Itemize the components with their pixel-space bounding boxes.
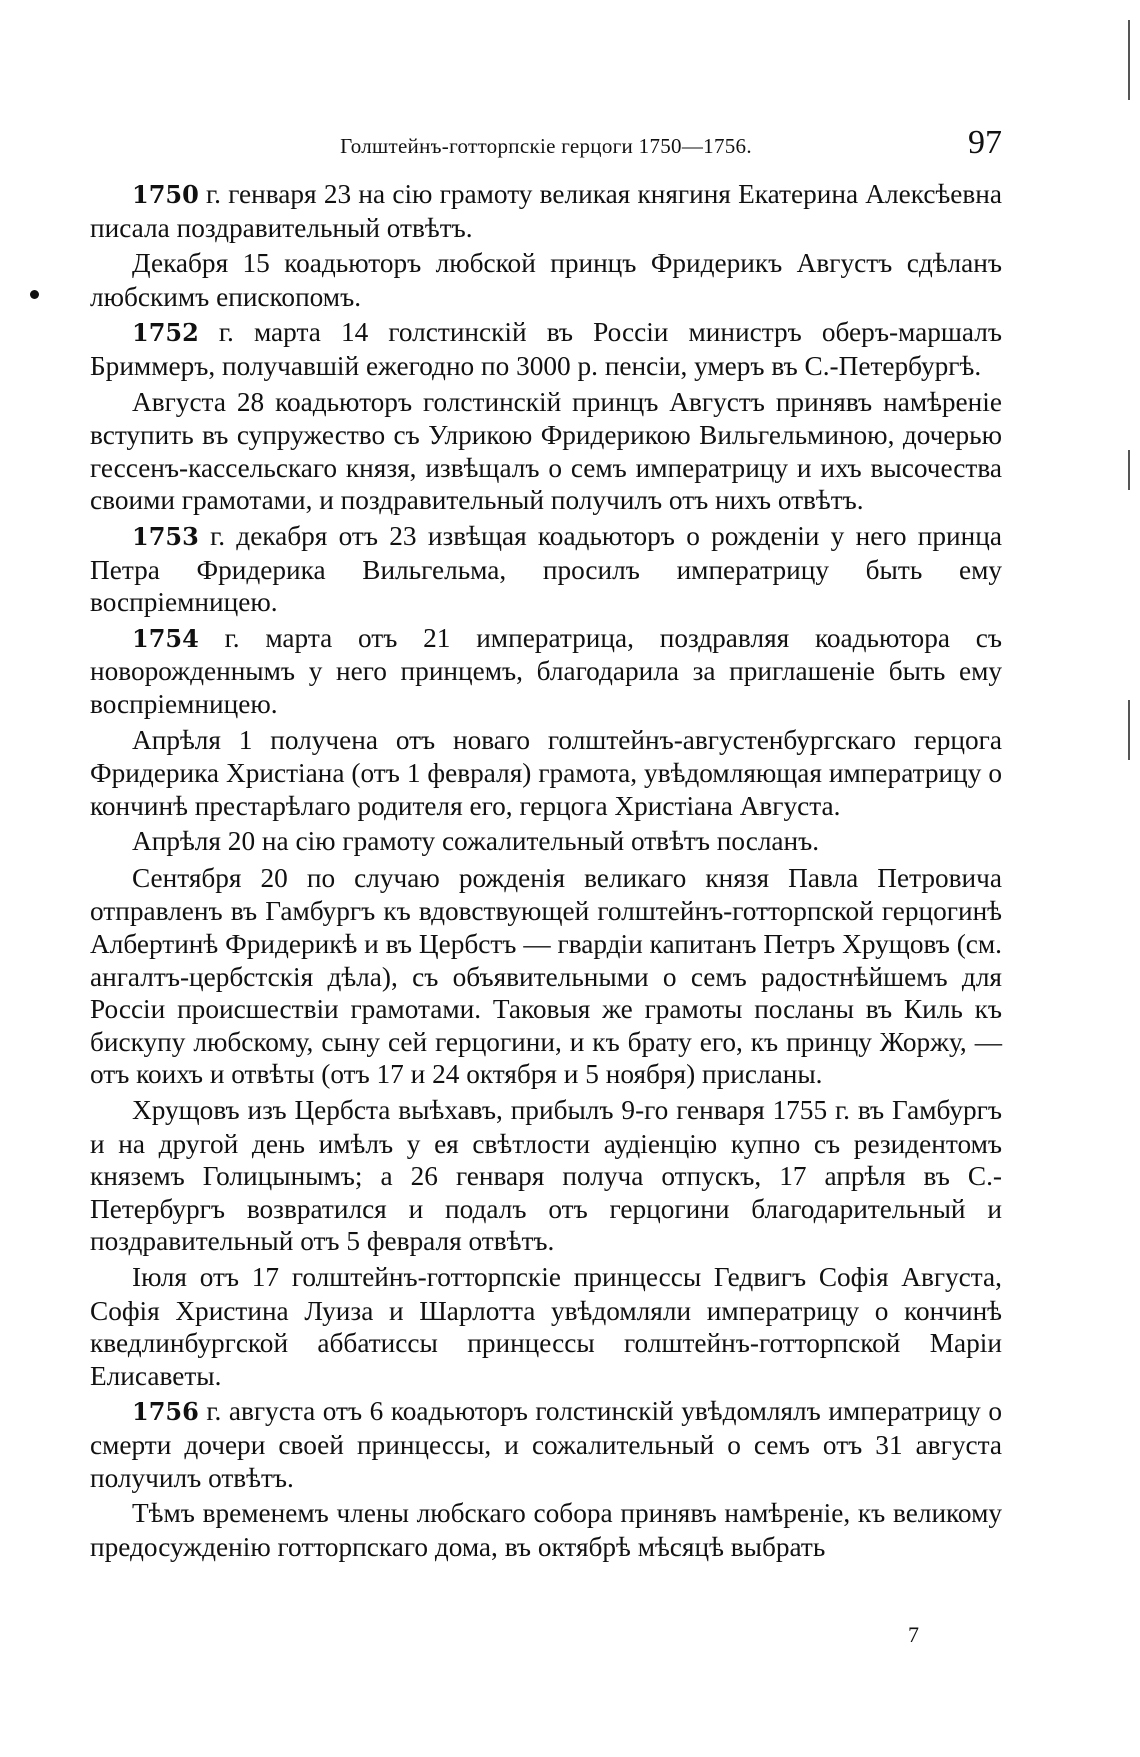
paragraph	[90, 1261, 1002, 1392]
paragraph	[90, 520, 1002, 619]
paragraph-text: Іюля отъ 17 голштейнъ-готторпскіе принцессы Гедвигъ Софія Августа, Софія Христина Луиза и Шарлотта увѣдомляли императрицу о кончинѣ кведлинбургской аббатиссы принцессы голштейнъ-готторпской Маріи Елисаветы.	[90, 1262, 1002, 1391]
running-title: Голштейнъ-готторпскіе герцоги 1750—1756.	[340, 134, 752, 158]
paragraph-text: Августа 28 коадьюторъ голстинскій принцъ Августъ принявъ намѣреніе вступить въ супружество съ Улрикою Фридерикою Вильгельминою, дочерью гессенъ-кассельскаго князя, извѣщалъ о семъ императрицу и ихъ высочества своими грамотами, и поздравительный получилъ отъ нихъ отвѣтъ.	[90, 386, 1002, 516]
paragraph-text: г. августа отъ 6 коадьюторъ голстинскій увѣдомлялъ императрицу о смерти дочери своей принцессы, и сожалительный о семъ отъ 31 августа получилъ отвѣтъ.	[90, 1396, 1002, 1493]
paragraph-text: Сентября 20 по случаю рожденія великаго князя Павла Петровича отправленъ въ Гамбургъ къ вдовствующей голштейнъ-готторпской герцогинѣ Албертинѣ Фридерикѣ и въ Цербстъ — гвардіи капитанъ Петръ Хрущовъ (см. ангалтъ-цербстскія дѣла), съ объявительными о семъ радостнѣйшемъ для Россіи происшествіи грамотами. Таковыя же грамоты посланы въ Киль къ бискупу любскому, сыну сей герцогини, и къ брату его, къ принцу Жоржу, — отъ коихъ и отвѣты (отъ 17 и 24 октября и 5 ноября) присланы.	[90, 862, 1002, 1090]
paragraph	[90, 178, 1002, 244]
paragraph-text: Декабря 15 коадьюторъ любской принцъ Фридерикъ Августъ сдѣланъ любскимъ епископомъ.	[90, 248, 1002, 312]
page-edge-mark	[1128, 700, 1130, 760]
paragraph-text: Тѣмъ временемъ члены любскаго собора принявъ намѣреніе, къ великому предосужденію готторпскаго дома, въ октябрѣ мѣсяцѣ выбрать	[90, 1498, 1002, 1562]
signature-mark: 7	[908, 1622, 919, 1647]
paragraph-year: 1753	[132, 521, 199, 551]
paragraph-text: г. марта 14 голстинскій въ Россіи министръ оберъ-маршалъ Бриммеръ, получавшій ежегодно по 3000 р. пенсіи, умеръ въ С.-Петербургѣ.	[90, 317, 1002, 381]
paragraph	[90, 825, 1002, 859]
margin-ink-dot	[30, 290, 39, 299]
paragraph	[90, 622, 1002, 721]
paragraph	[90, 316, 1002, 382]
paragraph-text: г. декабря отъ 23 извѣщая коадьюторъ о рожденіи у него принца Петра Фридерика Вильгельма, просилъ императрицу быть ему воспріемницею.	[90, 520, 1002, 618]
paragraph-text: г. генваря 23 на сію грамоту великая княгиня Екатерина Алексѣевна писала поздравительный отвѣтъ.	[90, 179, 1002, 243]
paragraph-year: 1756	[132, 1397, 199, 1427]
paragraph	[90, 247, 1002, 313]
paragraph-year: 1752	[132, 318, 199, 348]
paragraph	[90, 862, 1002, 1091]
paragraph-year: 1754	[132, 623, 199, 653]
paragraph	[90, 724, 1002, 823]
page-number: 97	[968, 124, 1002, 161]
paragraph-text: Апрѣля 1 получена отъ новаго голштейнъ-августенбургскаго герцога Фридерика Христіана (отъ 1 февраля) грамота, увѣдомляющая императрицу о кончинѣ престарѣлаго родителя его, герцога Христіана Августа.	[90, 724, 1002, 821]
paragraph-text: Хрущовъ изъ Цербста выѣхавъ, прибылъ 9-го генваря 1755 г. въ Гамбургъ и на другой день имѣлъ у ея свѣтлости аудіенцію купно съ резидентомъ княземъ Голицынымъ; а 26 генваря получа отпускъ, 17 апрѣля въ С.-Петербургъ возвратился и подалъ отъ герцогини благодарительный и поздравительный отъ 5 февраля отвѣтъ.	[90, 1095, 1002, 1257]
paragraph	[90, 1094, 1002, 1258]
paragraph-text: г. марта отъ 21 императрица, поздравляя коадьютора съ новорожденнымъ у него принцемъ, благодарила за приглашеніе быть ему воспріемницею.	[90, 622, 1002, 719]
paragraph	[90, 1497, 1002, 1563]
paragraph	[90, 386, 1002, 517]
body-text	[90, 178, 1002, 1563]
page-edge-mark	[1128, 20, 1130, 100]
paragraph-text: Апрѣля 20 на сію грамоту сожалительный отвѣтъ посланъ.	[132, 826, 820, 857]
paragraph-year: 1750	[132, 180, 199, 209]
page-edge-mark	[1128, 450, 1130, 490]
running-head	[90, 124, 1002, 178]
paragraph	[90, 1395, 1002, 1494]
book-page	[90, 124, 1002, 1566]
